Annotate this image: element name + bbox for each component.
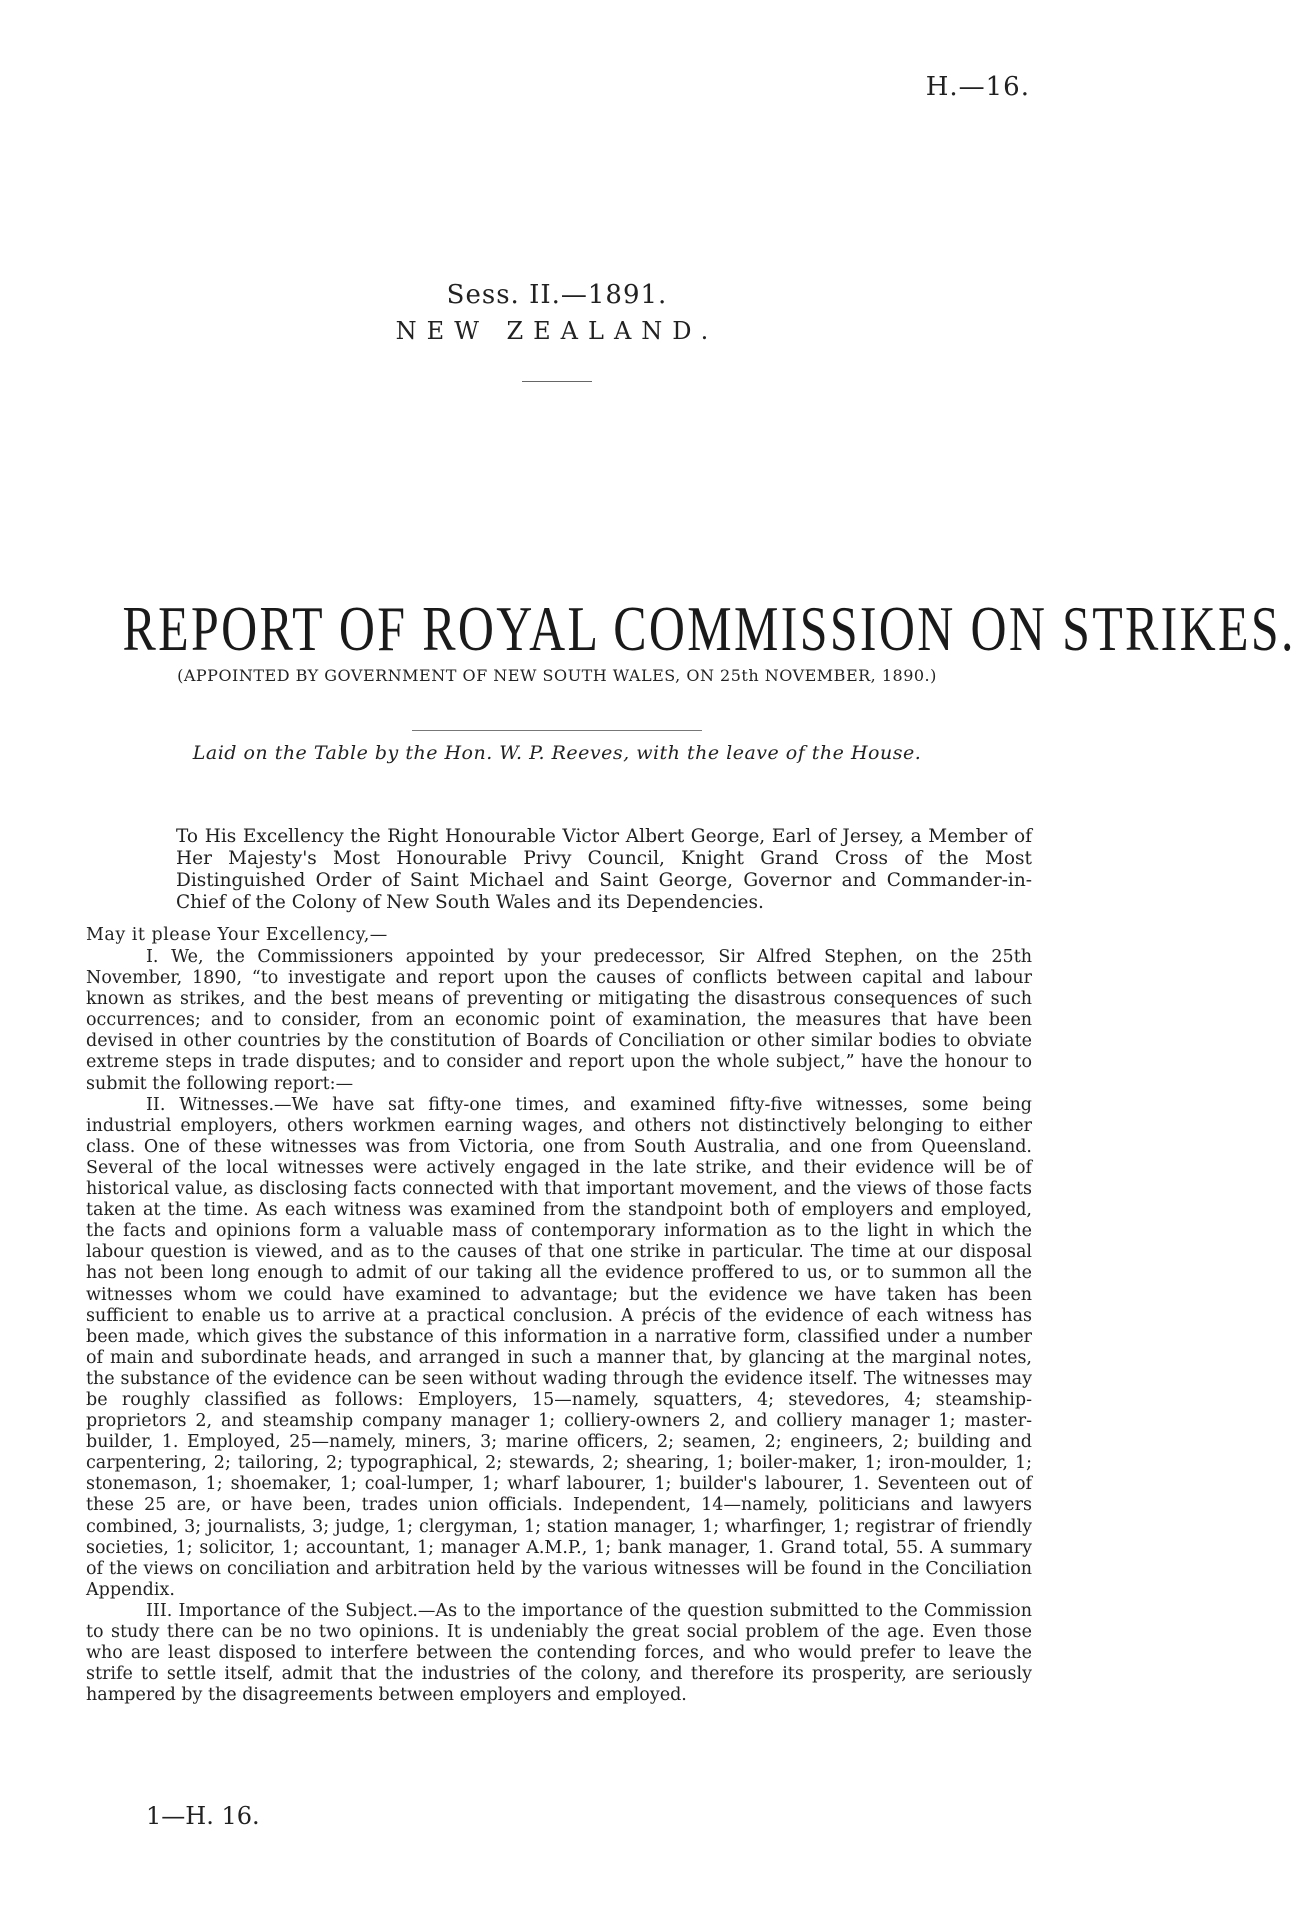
session-heading: Sess. II.—1891.	[446, 280, 668, 310]
document-title: REPORT OF ROYAL COMMISSION ON STRIKES.	[122, 593, 1296, 664]
paragraph-2: II. Witnesses.—We have sat fifty-one times, and examined fifty-five witnesses, some being industrial employers, others workmen earning wages, and others not distinctively belonging to either class. One of these witnesses was from Victoria, one from South Australia, and one from Queensland. Several of the local witnesses were actively engaged in the late strike, and their evidence will be of historical value, as disclosing facts connected with that important movement, and the views of those facts taken at the time. As each witness was examined from the standpoint both of employers and employed, the facts and opinions form a valuable mass of contemporary information as to the light in which the labour question is viewed, and as to the causes of that one strike in particular. The time at our disposal has not been long enough to admit of our taking all the evidence proffered to us, or to summon all the witnesses whom we could have examined to advantage; but the evidence we have taken has been sufficient to enable us to arrive at a practical conclusion. A précis of the evidence of each witness has been made, which gives the substance of this information in a narrative form, classified under a number of main and subordinate heads, and arranged in such a manner that, by glancing at the marginal notes, the substance of the evidence can be seen without wading through the evidence itself. The witnesses may be roughly classified as follows: Employers, 15—namely, squatters, 4; stevedores, 4; steamship-proprietors 2, and steamship company manager 1; colliery-owners 2, and colliery manager 1; master-builder, 1. Employed, 25—namely, miners, 3; marine officers, 2; seamen, 2; engineers, 2; building and carpentering, 2; tailoring, 2; typographical, 2; stewards, 2; shearing, 1; boiler-maker, 1; iron-moulder, 1; stonemason, 1; shoemaker, 1; coal-lumper, 1; wharf labourer, 1; builder's labourer, 1. Seventeen out of these 25 are, or have been, trades union officials. Independent, 14—namely, politicians and lawyers combined, 3; journalists, 3; judge, 1; clergyman, 1; station manager, 1; wharfinger, 1; registrar of friendly societies, 1; solicitor, 1; accountant, 1; manager A.M.P., 1; bank manager, 1. Grand total, 55. A summary of the views on conciliation and arbitration held by the various witnesses will be found in the Conciliation Appendix.	[86, 1094, 1032, 1600]
report-body	[86, 947, 1032, 1706]
country-heading: NEW ZEALAND.	[395, 317, 719, 345]
address-block: To His Excellency the Right Honourable Victor Albert George, Earl of Jersey, a Member of Her Majesty's Most Honourable Privy Council, Knight Grand Cross of the Most Distinguished Order of Saint Michael and Saint George, Governor and Commander-in-Chief of the Colony of New South Wales and its Dependencies.	[176, 826, 1032, 913]
laid-on-table-note: Laid on the Table by the Hon. W. P. Reeves, with the leave of the House.	[192, 742, 922, 764]
document-subtitle: (APPOINTED BY GOVERNMENT OF NEW SOUTH WALES, ON 25th NOVEMBER, 1890.)	[177, 666, 937, 685]
salutation: May it please Your Excellency,—	[86, 925, 388, 945]
divider-rule	[522, 381, 592, 382]
paragraph-1: I. We, the Commissioners appointed by your predecessor, Sir Alfred Stephen, on the 25th November, 1890, “to investigate and report upon the causes of conflicts between capital and labour known as strikes, and the best means of preventing or mitigating the disastrous consequences of such occurrences; and to consider, from an economic point of examination, the measures that have been devised in other countries by the constitution of Boards of Conciliation or other similar bodies to obviate extreme steps in trade disputes; and to consider and report upon the whole subject,” have the honour to submit the following report:—	[86, 947, 1032, 1094]
page-signature: 1—H. 16.	[146, 1802, 260, 1830]
paragraph-3: III. Importance of the Subject.—As to the importance of the question submitted to the Commission to study there can be no two opinions. It is undeniably the great social problem of the age. Even those who are least disposed to interfere between the contending forces, and who would prefer to leave the strife to settle itself, admit that the industries of the colony, and therefore its prosperity, are seriously hampered by the disagreements between employers and employed.	[86, 1600, 1032, 1706]
divider-rule	[412, 730, 702, 731]
page-number: H.—16.	[925, 72, 1030, 102]
